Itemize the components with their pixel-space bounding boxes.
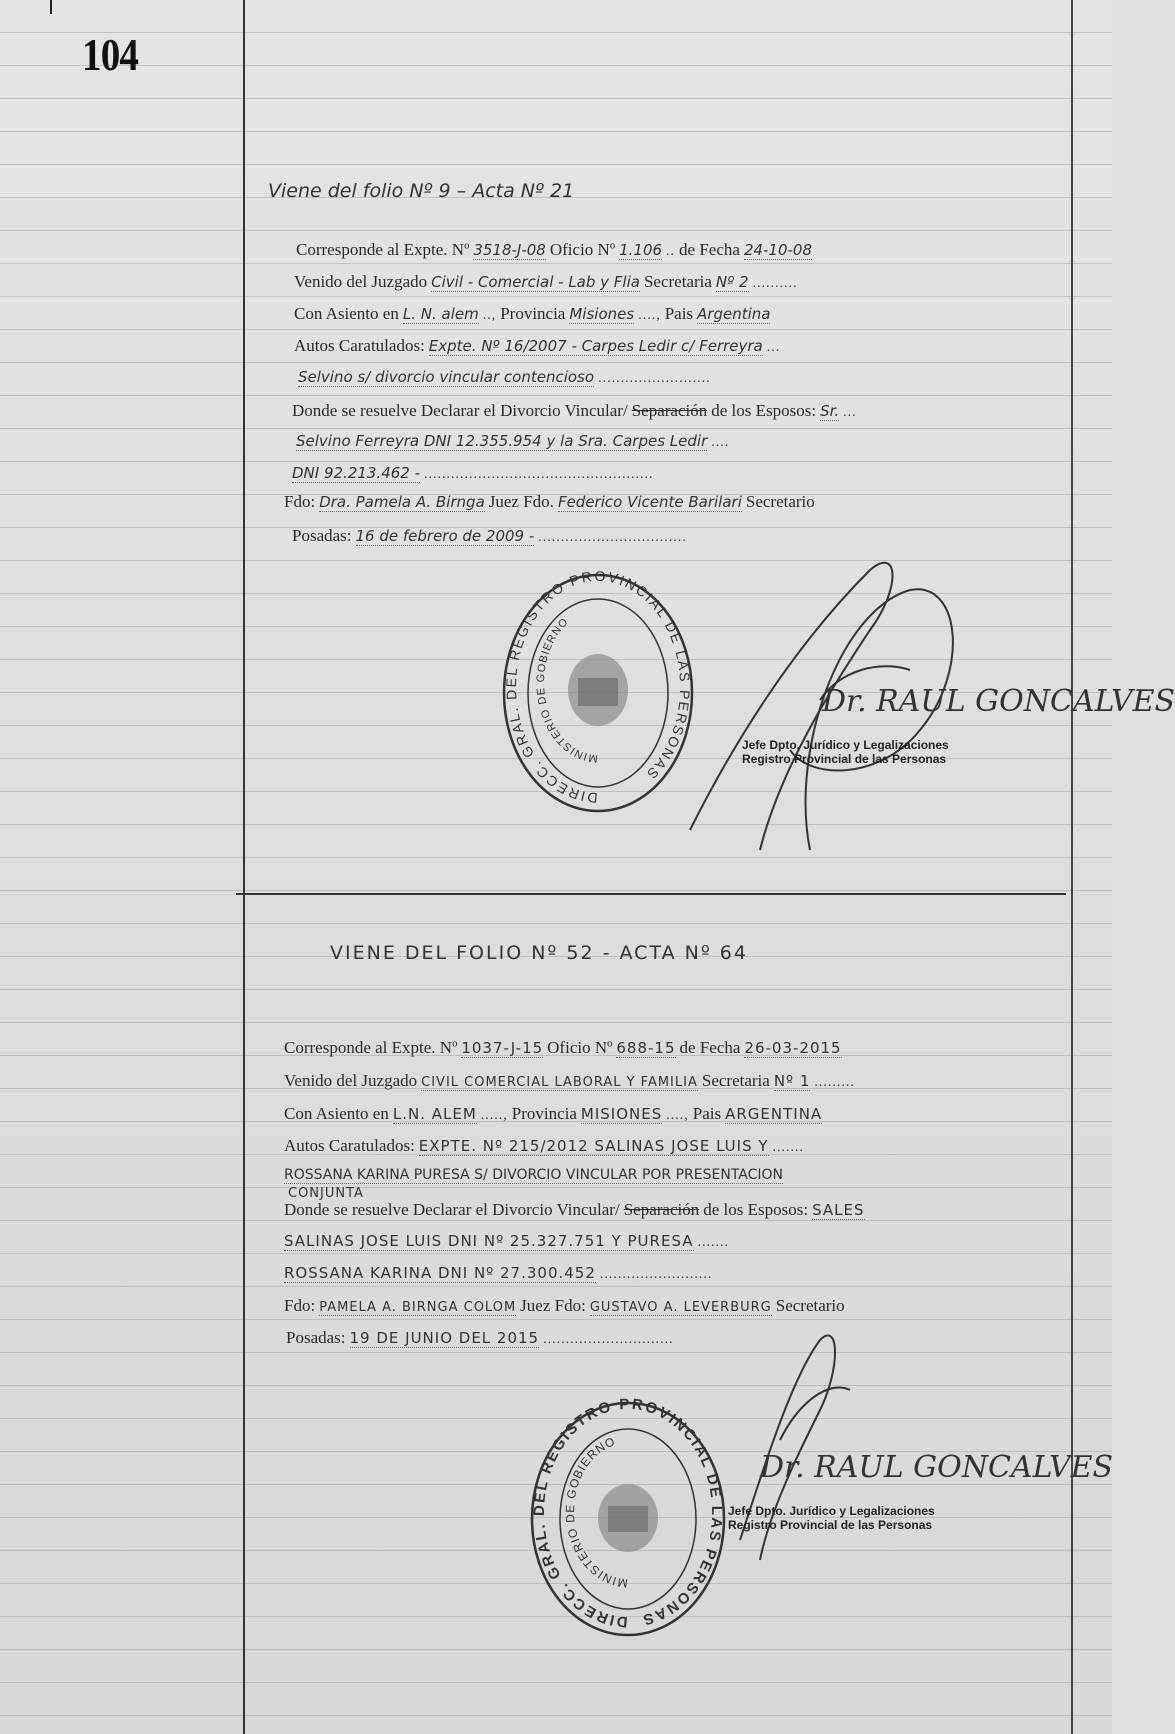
signature2-handwriting: Dr. RAUL GONCALVES: [760, 1450, 1114, 1485]
entry1-dni-line: DNI 92.213.462 - ...................................................: [292, 464, 654, 482]
stamp1-outer-text: DIRECC. GRAL. DEL REGISTRO PROVINCIAL DE LAS PERSONAS: [502, 570, 694, 807]
entry1-posadas-line: Posadas: 16 de febrero de 2009 - .................................: [292, 526, 687, 545]
esposos-label: de los Esposos:: [703, 1200, 809, 1219]
pais-label: Pais: [664, 304, 694, 323]
top-tick-mark: [50, 0, 52, 14]
entry1-header: Viene del folio Nº 9 – Acta Nº 21: [268, 180, 575, 202]
asiento-label: Con Asiento en: [294, 304, 399, 323]
resuelve-label: Donde se resuelve Declarar el Divorcio Vincular/: [292, 401, 628, 420]
juzgado-value: Civil - Comercial - Lab y Flia: [431, 273, 640, 291]
coat-of-arms-icon: [568, 654, 628, 726]
official-seal-stamp: [500, 570, 696, 816]
esposos-names: SALINAS JOSE LUIS DNI Nº 25.327.751 Y PURESA: [284, 1232, 694, 1250]
fdo-label: Fdo:: [284, 492, 316, 511]
juez-label: Juez Fdo.: [488, 492, 554, 511]
expte-label: Corresponde al Expte. Nº: [296, 240, 470, 259]
oficio-value: 1.106: [619, 241, 663, 259]
fecha-value: 26-03-2015: [744, 1039, 842, 1057]
margin-line: [243, 0, 245, 1734]
signature2-block: [728, 1496, 935, 1532]
entry2-dni-line: ROSSANA KARINA DNI Nº 27.300.452 .........................: [284, 1264, 713, 1282]
secretario-name: Federico Vicente Barilari: [557, 493, 742, 511]
autos-label: Autos Caratulados:: [294, 336, 425, 355]
entry2-juzgado-line: Venido del Juzgado CIVIL COMERCIAL LABORAL Y FAMILIA Secretaria Nº 1 .........: [284, 1071, 855, 1090]
asiento-label: Con Asiento en: [284, 1104, 389, 1123]
signature1-title: Jefe Dpto. Jurídico y Legalizaciones: [742, 738, 949, 752]
entry1-juzgado-line: Venido del Juzgado Civil - Comercial - Lab y Flia Secretaria Nº 2 ..........: [294, 272, 798, 291]
fecha-label: de Fecha: [679, 240, 740, 259]
entry2-fdo-line: [284, 1296, 845, 1316]
signature1-block: [742, 730, 949, 766]
pais-label: Pais: [692, 1104, 722, 1123]
stamp1-inner-text: MINISTERIO DE GOBIERNO: [534, 615, 599, 765]
oficio-label: Oficio Nº: [549, 240, 616, 259]
entry1-expte-line: Corresponde al Expte. Nº 3518-J-08 Oficio Nº 1.106 .. de Fecha 24-10-08: [296, 240, 813, 259]
pais-value: ARGENTINA: [725, 1105, 823, 1123]
esposos-label: de los Esposos:: [711, 401, 817, 420]
expte-value: 1037-J-15: [461, 1039, 544, 1057]
autos-label: Autos Caratulados:: [284, 1136, 415, 1155]
expte-label: Corresponde al Expte. Nº: [284, 1038, 458, 1057]
entry2-expte-line: [284, 1038, 842, 1058]
provincia-value: MISIONES: [580, 1105, 663, 1123]
entry2-asiento-line: Con Asiento en L.N. ALEM ....., Provincia MISIONES ...., Pais ARGENTINA: [284, 1104, 823, 1123]
esposos-names: Selvino Ferreyra DNI 12.355.954 y la Sra. Carpes Ledir: [296, 432, 708, 450]
entry2-posadas-line: Posadas: 19 DE JUNIO DEL 2015 .............................: [286, 1328, 674, 1347]
posadas-date: 16 de febrero de 2009 -: [355, 527, 535, 545]
entry1-asiento-line: Con Asiento en L. N. alem .., Provincia Misiones ...., Pais Argentina: [294, 304, 771, 323]
provincia-label: Provincia: [511, 1104, 577, 1123]
autos-cont2-value: CONJUNTA: [288, 1186, 364, 1201]
posadas-label: Posadas:: [286, 1328, 346, 1347]
secretario-name: GUSTAVO A. LEVERBURG: [589, 1300, 772, 1315]
expte-value: 3518-J-08: [473, 241, 546, 259]
coat-of-arms-icon: [598, 1484, 658, 1552]
pais-value: Argentina: [697, 305, 771, 323]
esposos-value: Sr.: [820, 402, 840, 420]
entry2-resuelve-line: [284, 1200, 865, 1220]
secretaria-value: Nº 1: [773, 1072, 811, 1090]
separacion-struck: Separación: [631, 401, 708, 420]
entry1-esposos-line: Selvino Ferreyra DNI 12.355.954 y la Sra. Carpes Ledir ....: [296, 432, 730, 450]
entry2-esposos-line: SALINAS JOSE LUIS DNI Nº 25.327.751 Y PURESA .......: [284, 1232, 730, 1250]
entry1-resuelve-line: Donde se resuelve Declarar el Divorcio Vincular/ Separación de los Esposos: Sr. ...: [292, 401, 857, 420]
entry2-autos-line: Autos Caratulados: EXPTE. Nº 215/2012 SALINAS JOSE LUIS Y .......: [284, 1136, 805, 1155]
posadas-date: 19 DE JUNIO DEL 2015: [349, 1329, 540, 1347]
juzgado-label: Venido del Juzgado: [284, 1071, 418, 1090]
asiento-value: L. N. alem: [402, 305, 479, 323]
stamp2-outer-text: DIRECC. GRAL. DEL REGISTRO PROVINCIAL DE LAS PERSONAS: [530, 1398, 726, 1631]
signature1-handwriting: Dr. RAUL GONCALVES: [822, 684, 1175, 719]
juez-name: Dra. Pamela A. Birnga: [319, 493, 485, 511]
oficio-label: Oficio Nº: [547, 1038, 613, 1057]
official-seal-stamp-2: [528, 1398, 728, 1640]
juez-name: PAMELA A. BIRNGA COLOM: [319, 1300, 517, 1315]
fecha-label: de Fecha: [679, 1038, 741, 1057]
juez-label: Juez Fdo:: [520, 1296, 586, 1315]
secretario-label: Secretario: [745, 492, 815, 511]
signature2-title: Jefe Dpto. Jurídico y Legalizaciones: [728, 1504, 935, 1518]
page-number: 104: [82, 29, 139, 80]
autos-cont-value: ROSSANA KARINA PURESA S/ DIVORCIO VINCULAR POR PRESENTACION: [284, 1167, 784, 1183]
entry2-header: VIENE DEL FOLIO Nº 52 - ACTA Nº 64: [330, 942, 748, 964]
secretario-label: Secretario: [775, 1296, 845, 1315]
signature2-office: Registro Provincial de las Personas: [728, 1518, 933, 1532]
signature1-office: Registro Provincial de las Personas: [742, 752, 947, 766]
secretaria-label: Secretaria: [643, 272, 712, 291]
autos-value: Expte. Nº 16/2007 - Carpes Ledir c/ Ferreyra: [428, 337, 763, 355]
secretaria-value: Nº 2: [715, 273, 749, 291]
entry2-autos-cont-line: [284, 1166, 783, 1184]
separacion-struck: Separación: [623, 1200, 700, 1219]
fdo-label: Fdo:: [284, 1296, 316, 1315]
entry1-autos-line: Autos Caratulados: Expte. Nº 16/2007 - Carpes Ledir c/ Ferreyra ...: [294, 336, 781, 355]
entry1-autos-cont-line: Selvino s/ divorcio vincular contencioso .........................: [298, 368, 711, 386]
entry1-fdo-line: [284, 492, 815, 512]
dni-value: DNI 92.213.462 -: [292, 464, 421, 482]
oficio-value: 688-15: [616, 1039, 676, 1057]
posadas-label: Posadas:: [292, 526, 352, 545]
provincia-value: Misiones: [569, 305, 635, 323]
juzgado-label: Venido del Juzgado: [294, 272, 428, 291]
dni-value: ROSSANA KARINA DNI Nº 27.300.452: [284, 1264, 596, 1282]
esposos-value: SALES: [812, 1201, 865, 1219]
entry-divider: [236, 893, 1066, 895]
provincia-label: Provincia: [500, 304, 566, 323]
fecha-value: 24-10-08: [743, 241, 813, 259]
autos-value: EXPTE. Nº 215/2012 SALINAS JOSE LUIS Y: [418, 1137, 769, 1155]
resuelve-label: Donde se resuelve Declarar el Divorcio Vincular/: [284, 1200, 620, 1219]
asiento-value: L.N. ALEM: [392, 1105, 477, 1123]
stamp2-inner-text: MINISTERIO DE GOBIERNO: [562, 1434, 629, 1591]
autos-cont-value: Selvino s/ divorcio vincular contencioso: [298, 368, 595, 386]
secretaria-label: Secretaria: [701, 1071, 770, 1090]
juzgado-value: CIVIL COMERCIAL LABORAL Y FAMILIA: [421, 1075, 698, 1090]
